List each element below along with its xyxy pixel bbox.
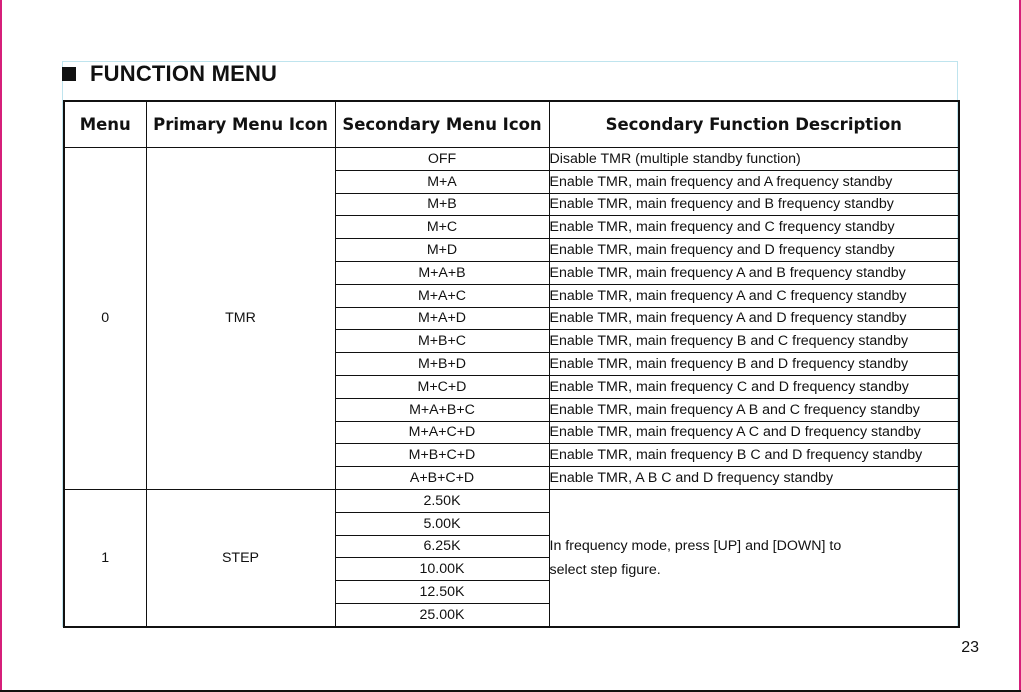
header-secondary-function-description: Secondary Function Description xyxy=(549,101,959,148)
secondary-function-description-cell: Enable TMR, main frequency A and D frequency standby xyxy=(549,307,959,330)
secondary-menu-icon-cell: 25.00K xyxy=(335,603,549,626)
function-menu-table xyxy=(63,100,960,628)
secondary-menu-icon-cell: M+B+D xyxy=(335,353,549,376)
secondary-function-description-cell: Enable TMR, main frequency B C and D frequency standby xyxy=(549,444,959,467)
table-row xyxy=(64,489,959,512)
secondary-menu-icon-cell: M+C xyxy=(335,216,549,239)
secondary-menu-icon-cell: M+A xyxy=(335,170,549,193)
secondary-menu-icon-cell: 2.50K xyxy=(335,489,549,512)
secondary-function-description-cell: Disable TMR (multiple standby function) xyxy=(549,148,959,171)
secondary-menu-icon-cell: M+B+C+D xyxy=(335,444,549,467)
secondary-function-description-cell: Enable TMR, main frequency and B frequency standby xyxy=(549,193,959,216)
secondary-menu-icon-cell: M+A+B+C xyxy=(335,398,549,421)
secondary-function-description-cell: Enable TMR, main frequency A and C frequency standby xyxy=(549,284,959,307)
table-header-row xyxy=(64,101,959,148)
menu-number-cell: 1 xyxy=(64,489,146,626)
secondary-menu-icon-cell: M+B+C xyxy=(335,330,549,353)
secondary-menu-icon-cell: 12.50K xyxy=(335,581,549,604)
header-menu: Menu xyxy=(64,101,146,148)
secondary-function-description-cell: Enable TMR, main frequency A B and C frequency standby xyxy=(549,398,959,421)
heading-bullet-icon xyxy=(62,67,76,81)
table-body xyxy=(64,148,959,627)
header-primary-menu-icon: Primary Menu Icon xyxy=(146,101,335,148)
table-row xyxy=(64,148,959,171)
secondary-menu-icon-cell: OFF xyxy=(335,148,549,171)
secondary-menu-icon-cell: 6.25K xyxy=(335,535,549,558)
section-heading xyxy=(62,60,277,88)
secondary-menu-icon-cell: M+B xyxy=(335,193,549,216)
page-left-edge xyxy=(0,0,2,692)
secondary-menu-icon-cell: M+A+C xyxy=(335,284,549,307)
secondary-function-description-cell: Enable TMR, main frequency B and C frequency standby xyxy=(549,330,959,353)
secondary-function-description-cell: Enable TMR, main frequency C and D frequency standby xyxy=(549,375,959,398)
secondary-menu-icon-cell: 5.00K xyxy=(335,512,549,535)
secondary-function-description-cell: Enable TMR, A B C and D frequency standby xyxy=(549,467,959,490)
secondary-function-description-cell: Enable TMR, main frequency and D frequency standby xyxy=(549,239,959,262)
secondary-function-description-cell: Enable TMR, main frequency B and D frequency standby xyxy=(549,353,959,376)
secondary-menu-icon-cell: M+A+C+D xyxy=(335,421,549,444)
secondary-menu-icon-cell: 10.00K xyxy=(335,558,549,581)
heading-title: FUNCTION MENU xyxy=(90,61,278,86)
secondary-function-description-cell: Enable TMR, main frequency A C and D frequency standby xyxy=(549,421,959,444)
secondary-function-description-cell: Enable TMR, main frequency and C frequency standby xyxy=(549,216,959,239)
secondary-menu-icon-cell: A+B+C+D xyxy=(335,467,549,490)
secondary-function-description-cell: Enable TMR, main frequency and A frequency standby xyxy=(549,170,959,193)
header-secondary-menu-icon: Secondary Menu Icon xyxy=(335,101,549,148)
step-description-cell xyxy=(549,489,959,626)
step-description-line: select step figure. xyxy=(549,561,661,578)
secondary-menu-icon-cell: M+D xyxy=(335,239,549,262)
secondary-menu-icon-cell: M+C+D xyxy=(335,375,549,398)
step-description-line: In frequency mode, press [UP] and [DOWN] to xyxy=(549,537,842,554)
secondary-menu-icon-cell: M+A+D xyxy=(335,307,549,330)
primary-menu-icon-cell: TMR xyxy=(146,148,335,490)
menu-number-cell: 0 xyxy=(64,148,146,490)
primary-menu-icon-cell: STEP xyxy=(146,489,335,626)
secondary-menu-icon-cell: M+A+B xyxy=(335,261,549,284)
secondary-function-description-cell: Enable TMR, main frequency A and B frequency standby xyxy=(549,261,959,284)
page-number: 23 xyxy=(961,639,979,656)
